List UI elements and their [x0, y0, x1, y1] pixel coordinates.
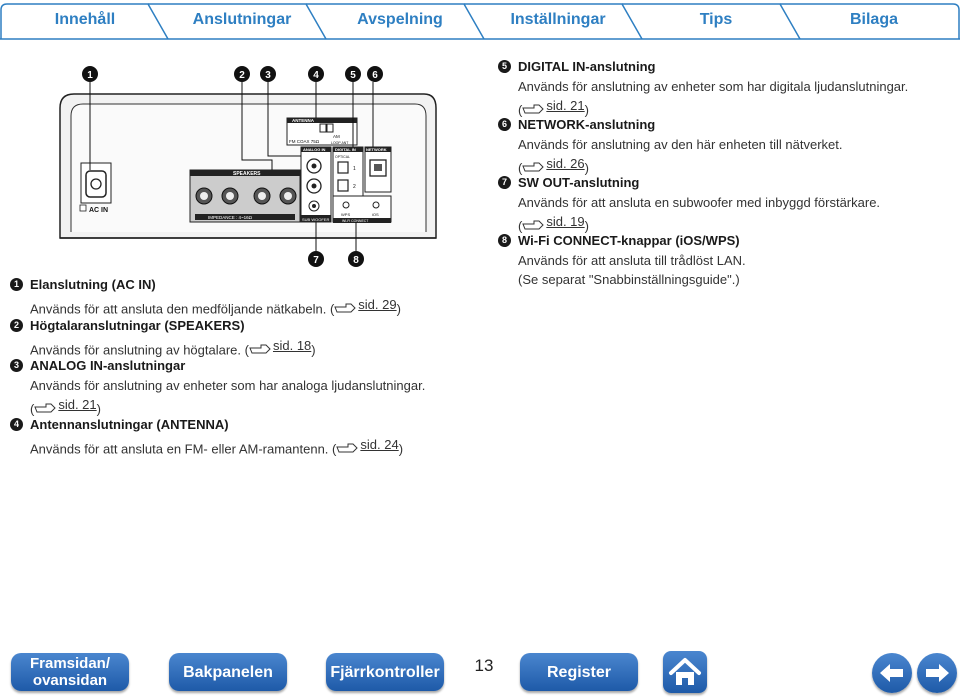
back-arrow-button[interactable]: [872, 653, 912, 693]
am-label: AM: [333, 134, 340, 139]
section-1: 1 Elanslutning (AC IN) Används för att ansluta den medföljande nätkabeln. ( sid. 29 ): [10, 275, 450, 318]
wifi-connect-label: Wi-Fi CONNECT: [342, 219, 369, 223]
callout-1: 1: [87, 70, 93, 81]
speakers-label: SPEAKERS: [233, 171, 261, 177]
impedance-label: IMPEDANCE : 4~16Ω: [208, 215, 253, 220]
page-ref-link[interactable]: sid. 29: [358, 296, 397, 312]
arrow-right-icon: [917, 653, 957, 693]
page-ref-link[interactable]: sid. 21: [546, 98, 585, 113]
callout-6: 6: [372, 70, 378, 81]
front-top-line1: Framsidan/: [29, 655, 111, 672]
optical-1-label: 1: [353, 166, 356, 172]
section-desc: Används för att ansluta en FM- eller AM-ramantenn.: [30, 440, 329, 456]
ac-in-label: AC IN: [89, 207, 109, 214]
section-title: Antennanslutningar (ANTENNA): [30, 417, 229, 432]
home-icon: [663, 651, 707, 693]
section-desc: Används för anslutning av den här enheten till nätverket.: [518, 136, 843, 152]
callout-8: 8: [353, 255, 359, 266]
section-6: 6 NETWORK-anslutning Används för anslutning av den här enheten till nätverket. ( sid. 26 ): [498, 115, 938, 178]
rear-panel-diagram: [0, 55, 460, 275]
home-button[interactable]: [663, 651, 707, 693]
section-number: 4: [10, 418, 23, 431]
section-5: 5 DIGITAL IN-anslutning Används för anslutning av enheter som har digitala ljudanslutningar. ( sid. 21 ): [498, 57, 938, 120]
section-number: 6: [498, 118, 511, 131]
section-title: ANALOG IN-anslutningar: [30, 358, 186, 373]
front-top-line2: ovansidan: [32, 672, 108, 689]
page-ref-link[interactable]: sid. 19: [546, 214, 585, 229]
section-title: Elanslutning (AC IN): [30, 277, 156, 292]
network-label: NETWORK: [366, 147, 387, 152]
section-desc-note: (Se separat "Snabbinställningsguide".): [518, 272, 740, 287]
hand-pointer-icon: [34, 399, 56, 410]
callout-3: 3: [265, 70, 271, 81]
page-ref-link[interactable]: sid. 26: [546, 156, 585, 171]
forward-arrow-button[interactable]: [917, 653, 957, 693]
section-title: DIGITAL IN-anslutning: [518, 59, 656, 74]
section-desc: Används för att ansluta till trådlöst LAN.: [518, 252, 746, 268]
hand-pointer-icon: [522, 100, 544, 111]
section-title: Wi-Fi CONNECT-knappar (iOS/WPS): [518, 233, 740, 248]
section-3: 3 ANALOG IN-anslutningar Används för anslutning av enheter som har analoga ljudanslutningar. ( sid. 21 ): [10, 356, 450, 419]
tab-bilaga[interactable]: Bilaga: [849, 11, 898, 28]
analog-in-label: ANALOG IN: [303, 147, 326, 152]
page-ref-link[interactable]: sid. 21: [58, 397, 97, 412]
hand-pointer-icon: [336, 439, 358, 450]
callout-7: 7: [313, 255, 319, 266]
section-number: 5: [498, 60, 511, 73]
callout-5: 5: [350, 70, 356, 81]
section-number: 7: [498, 176, 511, 189]
section-desc: Används för att ansluta den medföljande nätkabeln.: [30, 300, 327, 316]
hand-pointer-icon: [522, 216, 544, 227]
callout-2: 2: [239, 70, 245, 81]
sub-woofer-label: SUB WOOFER: [302, 217, 330, 222]
tab-innehall[interactable]: Innehåll: [54, 11, 116, 28]
section-desc: Används för anslutning av enheter som har digitala ljudanslutningar.: [518, 78, 909, 94]
hand-pointer-icon: [334, 299, 356, 310]
section-desc: Används för att ansluta en subwoofer med inbyggd förstärkare.: [518, 194, 881, 210]
digital-in-label: DIGITAL IN: [335, 147, 356, 152]
remote-control-button[interactable]: Fjärrkontroller: [326, 653, 444, 691]
section-number: 1: [10, 278, 23, 291]
antenna-label: ANTENNA: [292, 118, 314, 123]
section-number: 2: [10, 319, 23, 332]
tab-installningar[interactable]: Inställningar: [510, 11, 606, 28]
tab-tips[interactable]: Tips: [699, 11, 733, 28]
page-number: 13: [474, 656, 494, 675]
front-top-button[interactable]: [11, 653, 129, 691]
section-desc: Används för anslutning av högtalare.: [30, 341, 242, 357]
fm-label: FM COAX 75Ω: [289, 139, 320, 144]
section-title: Högtalaranslutningar (SPEAKERS): [30, 318, 245, 333]
tab-anslutningar[interactable]: Anslutningar: [192, 11, 292, 28]
section-2: 2 Högtalaranslutningar (SPEAKERS) Används för anslutning av högtalare. ( sid. 18 ): [10, 316, 450, 359]
wps-label: WPS: [341, 212, 351, 217]
tab-avspelning[interactable]: Avspelning: [357, 11, 443, 28]
optical-label: OPTICAL: [335, 155, 350, 159]
callout-4: 4: [313, 70, 319, 81]
optical-2-label: 2: [353, 184, 356, 190]
arrow-left-icon: [872, 653, 912, 693]
section-desc: Används för anslutning av enheter som har analoga ljudanslutningar.: [30, 377, 426, 393]
am-sub-label: LOOP ANT: [331, 141, 349, 145]
rear-panel-drawing: [0, 55, 460, 275]
ios-label: iOS: [372, 212, 379, 217]
index-button[interactable]: Register: [520, 653, 638, 691]
section-4: 4 Antennanslutningar (ANTENNA) Används för att ansluta en FM- eller AM-ramantenn. ( sid. 24 ): [10, 415, 450, 458]
section-title: NETWORK-anslutning: [518, 117, 656, 132]
hand-pointer-icon: [249, 340, 271, 351]
page-ref-link[interactable]: sid. 18: [272, 337, 312, 353]
section-title: SW OUT-anslutning: [518, 175, 640, 190]
section-number: 3: [10, 359, 23, 372]
top-tab-bar: [0, 0, 960, 40]
section-number: 8: [498, 234, 511, 247]
section-7: 7 SW OUT-anslutning Används för att ansluta en subwoofer med inbyggd förstärkare. ( sid. 19 ): [498, 173, 938, 236]
back-panel-button[interactable]: Bakpanelen: [169, 653, 287, 691]
hand-pointer-icon: [522, 158, 544, 169]
page-ref-link[interactable]: sid. 24: [360, 436, 399, 452]
section-8: [498, 231, 938, 290]
